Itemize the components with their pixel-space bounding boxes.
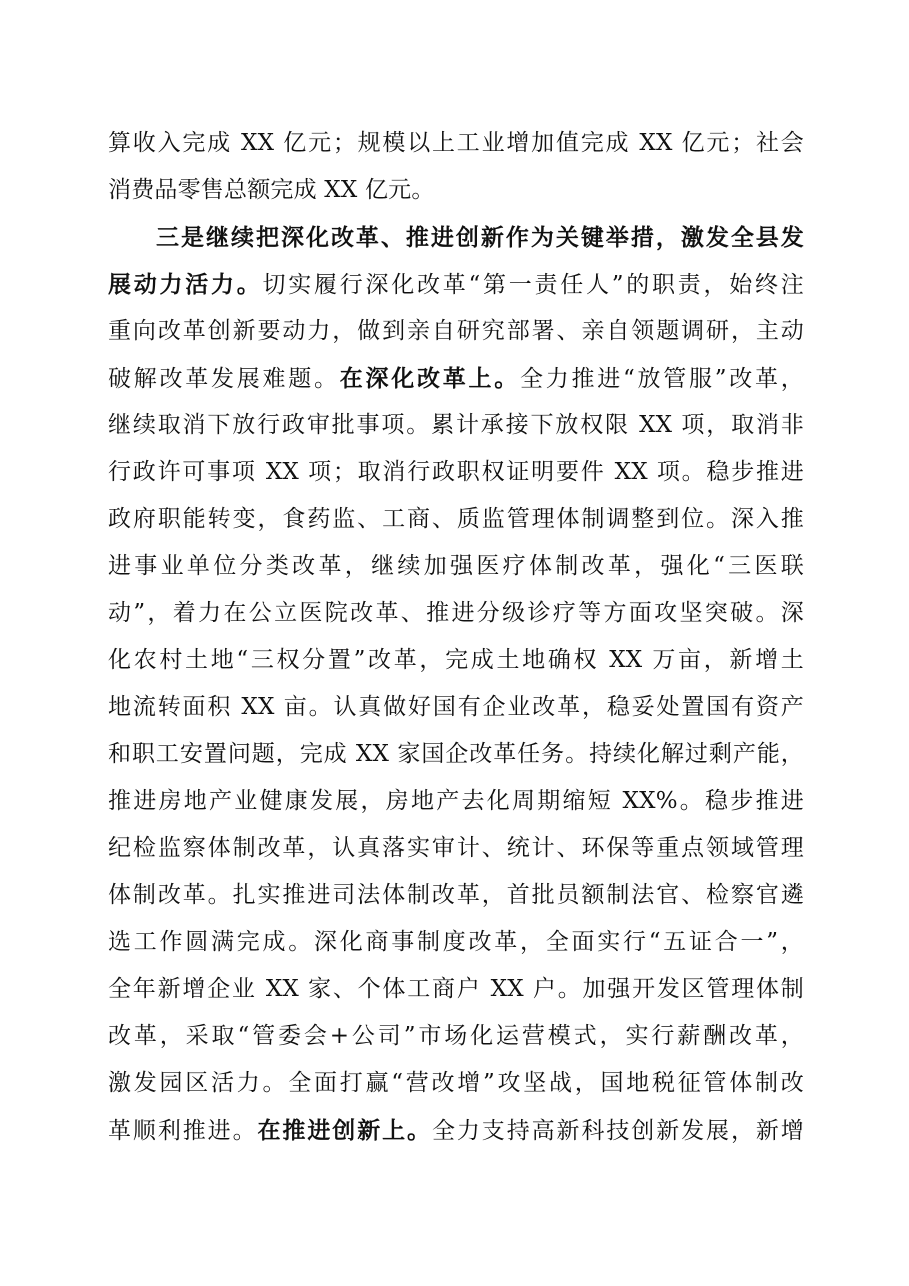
text-line [108,355,804,402]
text-line [108,1107,804,1154]
body-text: 激发园区活力。全面打赢“营改增”攻坚战，国地税征管体制改 [108,1070,804,1096]
body-text: 政府职能转变，食药监、工商、质监管理体制调整到位。深入推 [108,506,804,532]
body-text: 动”，着力在公立医院改革、推进分级诊疗等方面攻坚突破。深 [108,600,804,626]
body-text: 继续取消下放行政审批事项。累计承接下放权限 XX 项，取消非 [108,412,804,438]
body-text: 消费品零售总额完成 XX 亿元。 [108,177,435,203]
body-text: 行政许可事项 XX 项；取消行政职权证明要件 XX 项。稳步推进 [108,459,804,485]
body-text: 体制改革。扎实推进司法体制改革，首批员额制法官、检察官遴 [108,882,804,908]
bold-heading-text: 展动力活力。 [108,271,263,298]
bold-heading-text: 三是继续把深化改革、推进创新作为关键举措，激发全县发 [156,224,804,251]
document-body [108,120,804,1154]
text-line [108,214,804,261]
body-text: 纪检监察体制改革，认真落实审计、统计、环保等重点领域管理 [108,835,804,861]
body-text: 全力推进“放管服”改革， [520,366,804,392]
text-line [108,919,804,966]
body-text: 算收入完成 XX 亿元；规模以上工业增加值完成 XX 亿元；社会 [108,130,804,156]
text-line [108,167,804,214]
text-line [108,1013,804,1060]
body-text: 推进房地产业健康发展，房地产去化周期缩短 XX%。稳步推进 [108,788,804,814]
text-line [108,402,804,449]
body-text: 破解改革发展难题。 [108,366,340,392]
text-line [108,966,804,1013]
text-line [108,590,804,637]
text-line [108,825,804,872]
text-line [108,778,804,825]
text-line [108,496,804,543]
text-line [108,731,804,778]
bold-heading-text: 在深化改革上。 [339,365,521,392]
body-text: 改革，采取“管委会+公司”市场化运营模式，实行薪酬改革， [108,1023,804,1049]
body-text: 切实履行深化改革“第一责任人”的职责，始终注 [262,272,804,298]
body-text: 革顺利推进。 [108,1118,258,1144]
body-text: 地流转面积 XX 亩。认真做好国有企业改革，稳妥处置国有资产 [108,694,804,720]
text-line [108,261,804,308]
text-line [108,637,804,684]
text-line [108,308,804,355]
body-text: 化农村土地“三权分置”改革，完成土地确权 XX 万亩，新增土 [108,647,804,673]
text-line [108,684,804,731]
text-line [108,120,804,167]
text-line [108,449,804,496]
body-text: 全年新增企业 XX 家、个体工商户 XX 户。加强开发区管理体制 [108,976,804,1002]
body-text: 进事业单位分类改革，继续加强医疗体制改革，强化“三医联 [108,553,804,579]
bold-heading-text: 在推进创新上。 [257,1117,432,1144]
text-line [108,543,804,590]
text-line [108,872,804,919]
body-text: 重向改革创新要动力，做到亲自研究部署、亲自领题调研，主动 [108,318,804,344]
body-text: 选工作圆满完成。深化商事制度改革，全面实行“五证合一”， [108,929,804,955]
body-text: 和职工安置问题，完成 XX 家国企改革任务。持续化解过剩产能， [108,741,804,767]
text-line [108,1060,804,1107]
body-text: 全力支持高新科技创新发展，新增 [431,1118,804,1144]
